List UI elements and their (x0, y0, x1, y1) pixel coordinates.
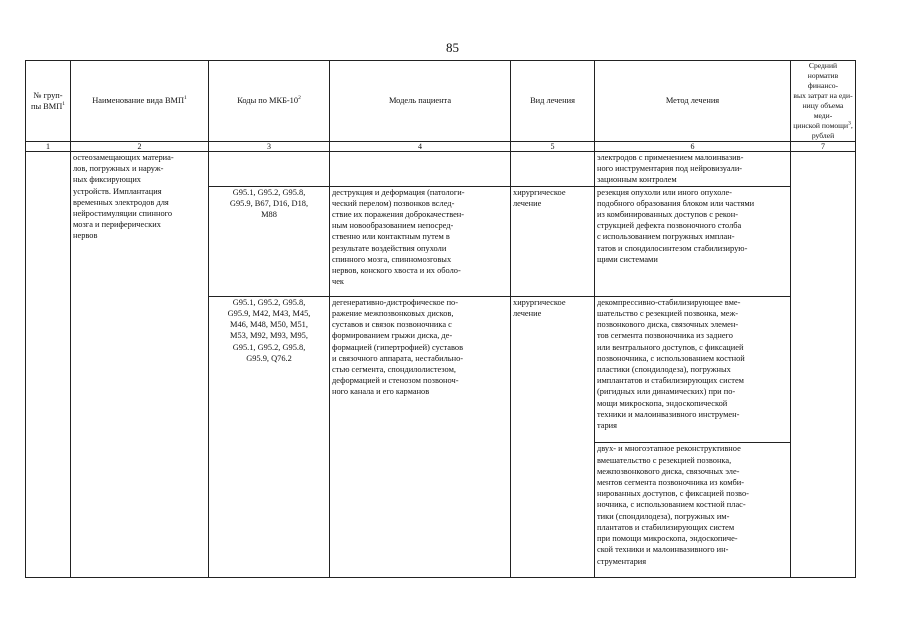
treatment-method-cell: электродов с применением малоинвазив- ного инструментария под нейровизуали- зационным контролем (595, 152, 791, 187)
codes-cell (209, 152, 330, 187)
codes-cell: G95.1, G95.2, G95.8, G95.9, B67, D16, D18, M88 (209, 186, 330, 296)
header-row (26, 61, 856, 142)
column-number: 4 (330, 142, 511, 152)
header-icd-codes: Коды по МКБ-$10^2$ (209, 61, 330, 142)
patient-model-cell: деструкция и деформация (патологи- ческий перелом) позвонков вслед- ствие их поражения доброкачествен- ным новообразованием непосред- ственно или контактным путем в результате воздействия опухоли спинного мозга, спинномозговых нервов, конского хвоста и их оболо- чек (330, 186, 511, 296)
header-patient-model: Модель пациента (330, 61, 511, 142)
column-number: 2 (71, 142, 209, 152)
table-row (26, 152, 856, 187)
header-treatment-type: Вид лечения (511, 61, 595, 142)
column-number: 7 (791, 142, 856, 152)
treatment-method-cell: резекция опухоли или иного опухоле- подобного образования блоком или частями из комбинированных доступов с рекон- струкцией дефекта позвоночного столба с использованием погружных имплан- татов и спондилосинтезом стабилизирую- щими системами (595, 186, 791, 296)
header-average-cost: Средний норматив финансо- вых затрат на еди- ницу объема меди- цинской помощи$^3$, рублей (791, 61, 856, 142)
column-number: 6 (595, 142, 791, 152)
treatment-method-cell: декомпрессивно-стабилизирующее вме- шательство с резекцией позвонка, меж- позвонкового диска, связочных элемен- тов сегмента позвоночника из заднего или вентрального доступов, с фиксацией позвоночника, с использованием костной пластики (спондилодеза), погружных имплантатов и стабилизирующих систем (ригидных или динамических) при по- мощи микроскопа, эндоскопической техники и малоинвазивного инструмен- тария (595, 296, 791, 443)
treatment-type-cell: хирургическое лечение (511, 296, 595, 577)
group-number-cell (26, 152, 71, 578)
patient-model-cell (330, 152, 511, 187)
vmp-table (25, 60, 856, 578)
page-number: 85 (446, 40, 459, 55)
treatment-method-cell: двух- и многоэтапное реконструктивное вмешательство с резекцией позвонка, межпозвонкового диска, связочных эле- ментов сегмента позвоночника из комби- нированных доступов, с фиксацией позво- ночника, с использованием костной плас- тики (спондилодеза), погружных им- плантатов и стабилизирующих систем при помощи микроскопа, эндоскопиче- ской техники и малоинвазивного ин- струментария (595, 443, 791, 578)
patient-model-cell: дегенеративно-дистрофическое по- ражение межпозвонковых дисков, суставов и связок позвоночника с формированием грыжи диска, де- формацией (гипертрофией) суставов и связочного аппарата, нестабильно- стью сегмента, спондилолистезом, деформацией и стенозом позвоноч- ного канала и его карманов (330, 296, 511, 577)
header-group-number: № груп- пы ВМП$^1$ (26, 61, 71, 142)
vmp-name-cell: остеозамещающих материа- лов, погружных и наруж- ных фиксирующих устройств. Имплантация временных электродов для нейростимуляции спинного мозга и периферических нервов (71, 152, 209, 578)
column-number: 3 (209, 142, 330, 152)
column-number: 5 (511, 142, 595, 152)
column-number-row (26, 142, 856, 152)
average-cost-cell (791, 152, 856, 578)
header-vmp-name: Наименование вида ВМП$^1$ (71, 61, 209, 142)
header-treatment-method: Метод лечения (595, 61, 791, 142)
codes-cell: G95.1, G95.2, G95.8, G95.9, M42, M43, M45, M46, M48, M50, M51, M53, M92, M93, M95, G95.1, G95.2, G95.8, G95.9, Q76.2 (209, 296, 330, 577)
treatment-type-cell: хирургическое лечение (511, 186, 595, 296)
treatment-type-cell (511, 152, 595, 187)
column-number: 1 (26, 142, 71, 152)
